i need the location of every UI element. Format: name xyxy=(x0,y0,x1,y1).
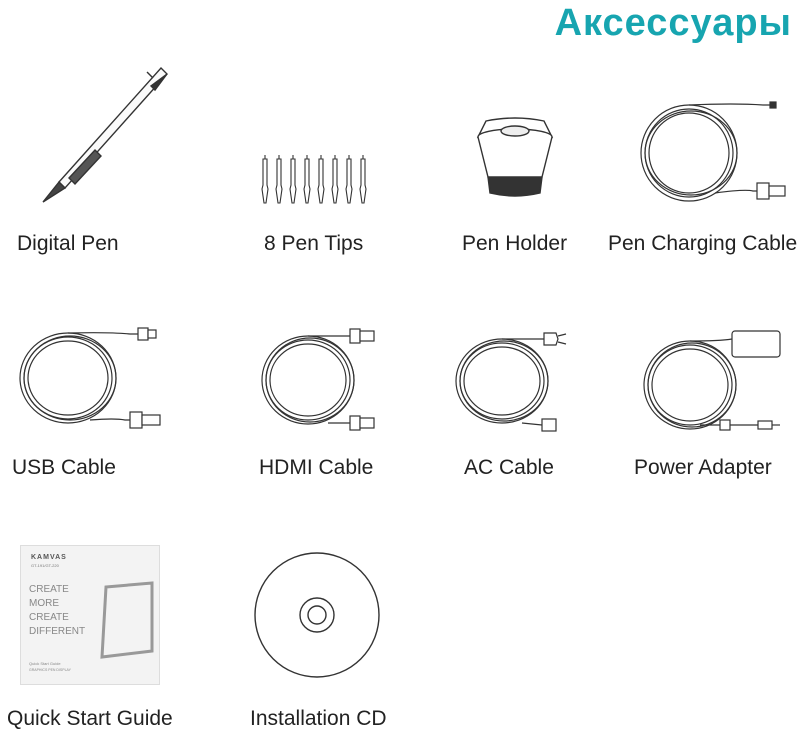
usb-cable-icon xyxy=(10,320,170,445)
item-label: Installation CD xyxy=(250,707,387,730)
item-label: Quick Start Guide xyxy=(7,707,173,730)
guide-footer: GRAPHICS PEN DISPLAY xyxy=(29,668,71,672)
guide-tagline-line: CREATE xyxy=(29,612,69,623)
guide-brand: KAMVAS xyxy=(31,554,67,561)
item-label: USB Cable xyxy=(12,456,116,479)
pen-tips-icon xyxy=(255,155,375,215)
guide-model: GT-191/GT-220 xyxy=(31,563,59,568)
usb-cable-icon xyxy=(635,95,795,220)
item-label: Digital Pen xyxy=(17,232,119,255)
item-label: AC Cable xyxy=(464,456,554,479)
guide-tagline-line: MORE xyxy=(29,598,59,609)
digital-pen-icon xyxy=(35,60,175,215)
guide-footer: Quick Start Guide xyxy=(29,661,61,666)
page-title: Аксессуары xyxy=(554,2,792,44)
item-label: HDMI Cable xyxy=(259,456,374,479)
item-label: Pen Charging Cable xyxy=(608,232,798,255)
item-label: Power Adapter xyxy=(634,456,772,479)
guide-tagline-line: DIFFERENT xyxy=(29,626,86,637)
quick-start-guide-icon xyxy=(20,545,160,685)
item-label: 8 Pen Tips xyxy=(264,232,364,255)
cd-icon xyxy=(250,550,385,690)
power-adapter-icon xyxy=(640,325,790,450)
guide-tagline xyxy=(29,583,85,639)
ac-cable-icon xyxy=(452,325,582,445)
hdmi-cable-icon xyxy=(258,325,388,445)
guide-tagline-line: CREATE xyxy=(29,584,69,595)
pen-holder-icon xyxy=(470,115,560,210)
item-label: Pen Holder xyxy=(462,232,568,255)
